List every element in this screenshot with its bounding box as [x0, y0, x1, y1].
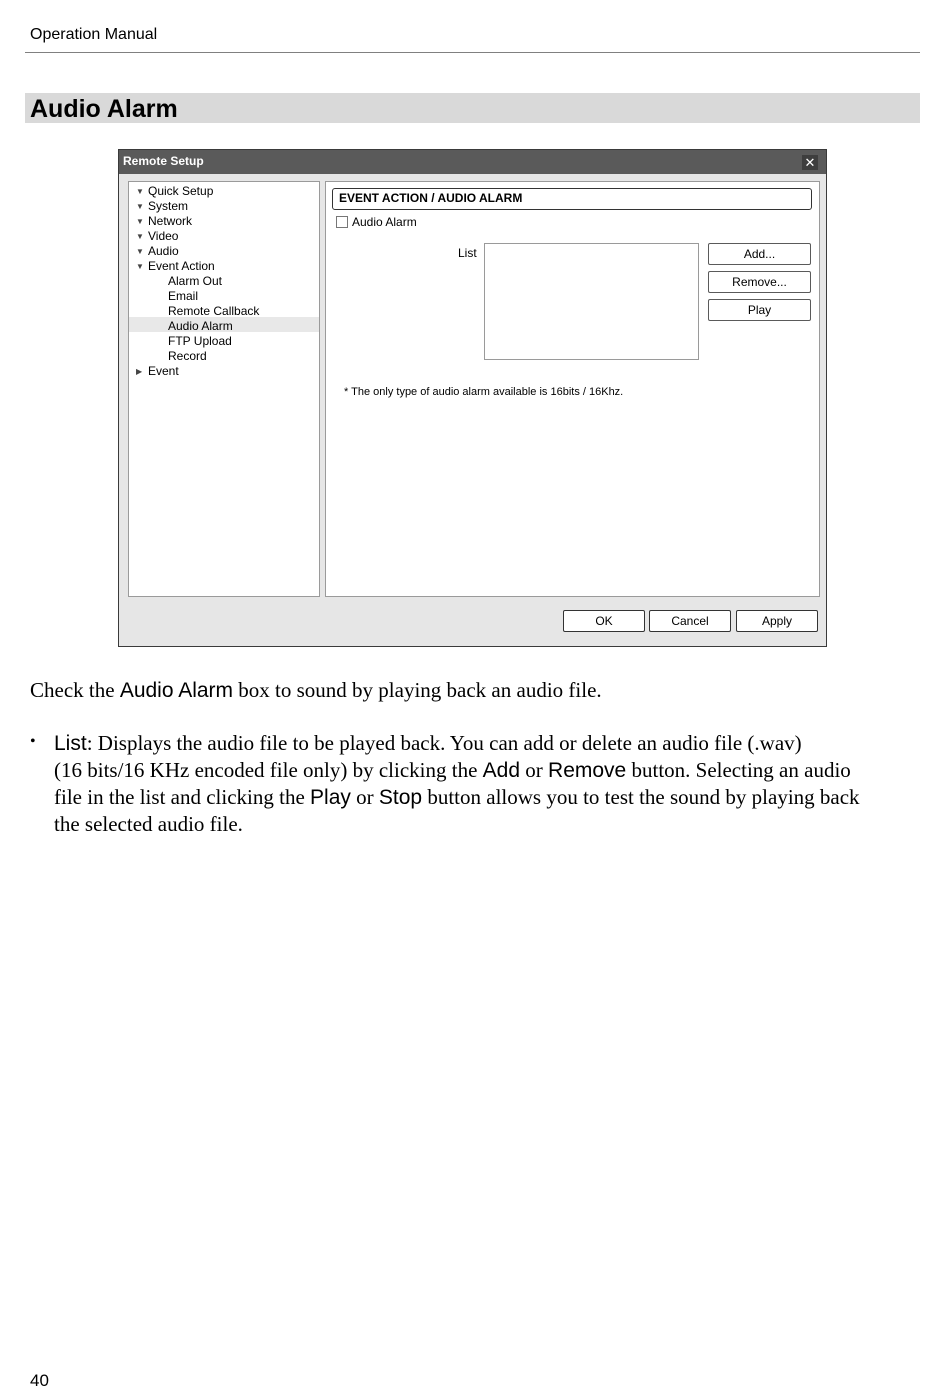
tree-item-label: Audio: [148, 244, 179, 258]
tree-item-label: Alarm Out: [168, 274, 223, 288]
tree-item-label: Network: [148, 214, 193, 228]
intro-text: Check the: [30, 678, 120, 702]
expand-arrow-icon[interactable]: ▼: [136, 247, 144, 256]
settings-tree: [128, 181, 320, 597]
dialog-title: Remote Setup: [123, 154, 204, 168]
tree-item[interactable]: [136, 259, 215, 274]
tree-item[interactable]: [168, 334, 232, 349]
remove-button[interactable]: Remove...: [708, 271, 811, 293]
audio-format-note: * The only type of audio alarm available is 16bits / 16Khz.: [344, 386, 624, 398]
term-play: Play: [310, 786, 351, 809]
bullet-line-3: [54, 784, 920, 811]
tree-item[interactable]: [136, 184, 213, 199]
play-button[interactable]: Play: [708, 299, 811, 321]
bullet-text-2b: or: [520, 758, 549, 782]
bullet-line-2: [54, 757, 920, 784]
term-remove: Remove: [548, 759, 627, 782]
close-icon[interactable]: ✕: [802, 155, 818, 170]
tree-item[interactable]: [168, 304, 259, 319]
collapse-arrow-icon[interactable]: ▶: [136, 367, 143, 376]
bullet-term: List: [54, 732, 87, 755]
tree-item-label: Audio Alarm: [168, 319, 233, 333]
tree-item[interactable]: [168, 319, 233, 334]
tree-item-label: FTP Upload: [168, 334, 232, 348]
ok-button[interactable]: OK: [563, 610, 645, 632]
list-bullet-paragraph: [54, 730, 920, 838]
dialog-titlebar: [119, 150, 826, 174]
content-pane: [325, 181, 820, 597]
section-band: [25, 93, 920, 123]
cancel-button[interactable]: Cancel: [649, 610, 731, 632]
add-button[interactable]: Add...: [708, 243, 811, 265]
header-rule: [25, 52, 920, 53]
expand-arrow-icon[interactable]: ▼: [136, 187, 144, 196]
tree-item-label: Event Action: [148, 259, 215, 273]
section-title: Audio Alarm: [30, 95, 178, 123]
term-add: Add: [482, 759, 521, 782]
intro-paragraph: [30, 677, 602, 704]
bullet-text-1: : Displays the audio file to be played back. You can add or delete an audio file (.wav): [86, 731, 802, 755]
expand-arrow-icon[interactable]: ▼: [136, 217, 144, 226]
tree-item[interactable]: [136, 244, 179, 259]
expand-arrow-icon[interactable]: ▼: [136, 262, 144, 271]
bullet-line-1: [54, 730, 920, 757]
tree-item[interactable]: [136, 229, 178, 244]
bullet-text-2a: (16 bits/16 KHz encoded file only) by clicking the: [54, 758, 483, 782]
tree-item[interactable]: [136, 214, 192, 229]
bullet-text-3c: button allows you to test the sound by playing back: [422, 785, 860, 809]
audio-alarm-checkbox[interactable]: [336, 216, 348, 228]
tree-item-label: Record: [168, 349, 207, 363]
bullet-line-4: the selected audio file.: [54, 812, 243, 836]
expand-arrow-icon[interactable]: ▼: [136, 202, 144, 211]
content-heading: EVENT ACTION / AUDIO ALARM: [332, 188, 812, 210]
expand-arrow-icon[interactable]: ▼: [136, 232, 144, 241]
bullet-text-3a: file in the list and clicking the: [54, 785, 311, 809]
remote-setup-dialog: [118, 149, 827, 647]
bullet-text-3b: or: [350, 785, 379, 809]
tree-item-label: Quick Setup: [148, 184, 214, 198]
tree-item[interactable]: [136, 199, 188, 214]
list-label: List: [458, 246, 477, 260]
bullet-marker: •: [30, 733, 36, 750]
running-header: Operation Manual: [30, 26, 158, 43]
audio-alarm-checkbox-label: Audio Alarm: [352, 215, 417, 229]
tree-item-label: Email: [168, 289, 199, 303]
intro-term: Audio Alarm: [119, 679, 234, 702]
page-number: 40: [30, 1371, 49, 1390]
tree-item-label: Event: [148, 364, 179, 378]
tree-item[interactable]: [168, 349, 207, 364]
intro-text-end: box to sound by playing back an audio file.: [233, 678, 602, 702]
tree-item-label: Remote Callback: [168, 304, 260, 318]
tree-item-label: System: [148, 199, 189, 213]
term-stop: Stop: [378, 786, 423, 809]
bullet-text-2c: button. Selecting an audio: [626, 758, 851, 782]
tree-item[interactable]: [136, 364, 179, 379]
audio-file-list[interactable]: [484, 243, 699, 360]
audio-alarm-checkbox-row[interactable]: [336, 215, 417, 229]
tree-item[interactable]: [168, 289, 198, 304]
tree-item-label: Video: [148, 229, 179, 243]
apply-button[interactable]: Apply: [736, 610, 818, 632]
tree-item[interactable]: [168, 274, 222, 289]
